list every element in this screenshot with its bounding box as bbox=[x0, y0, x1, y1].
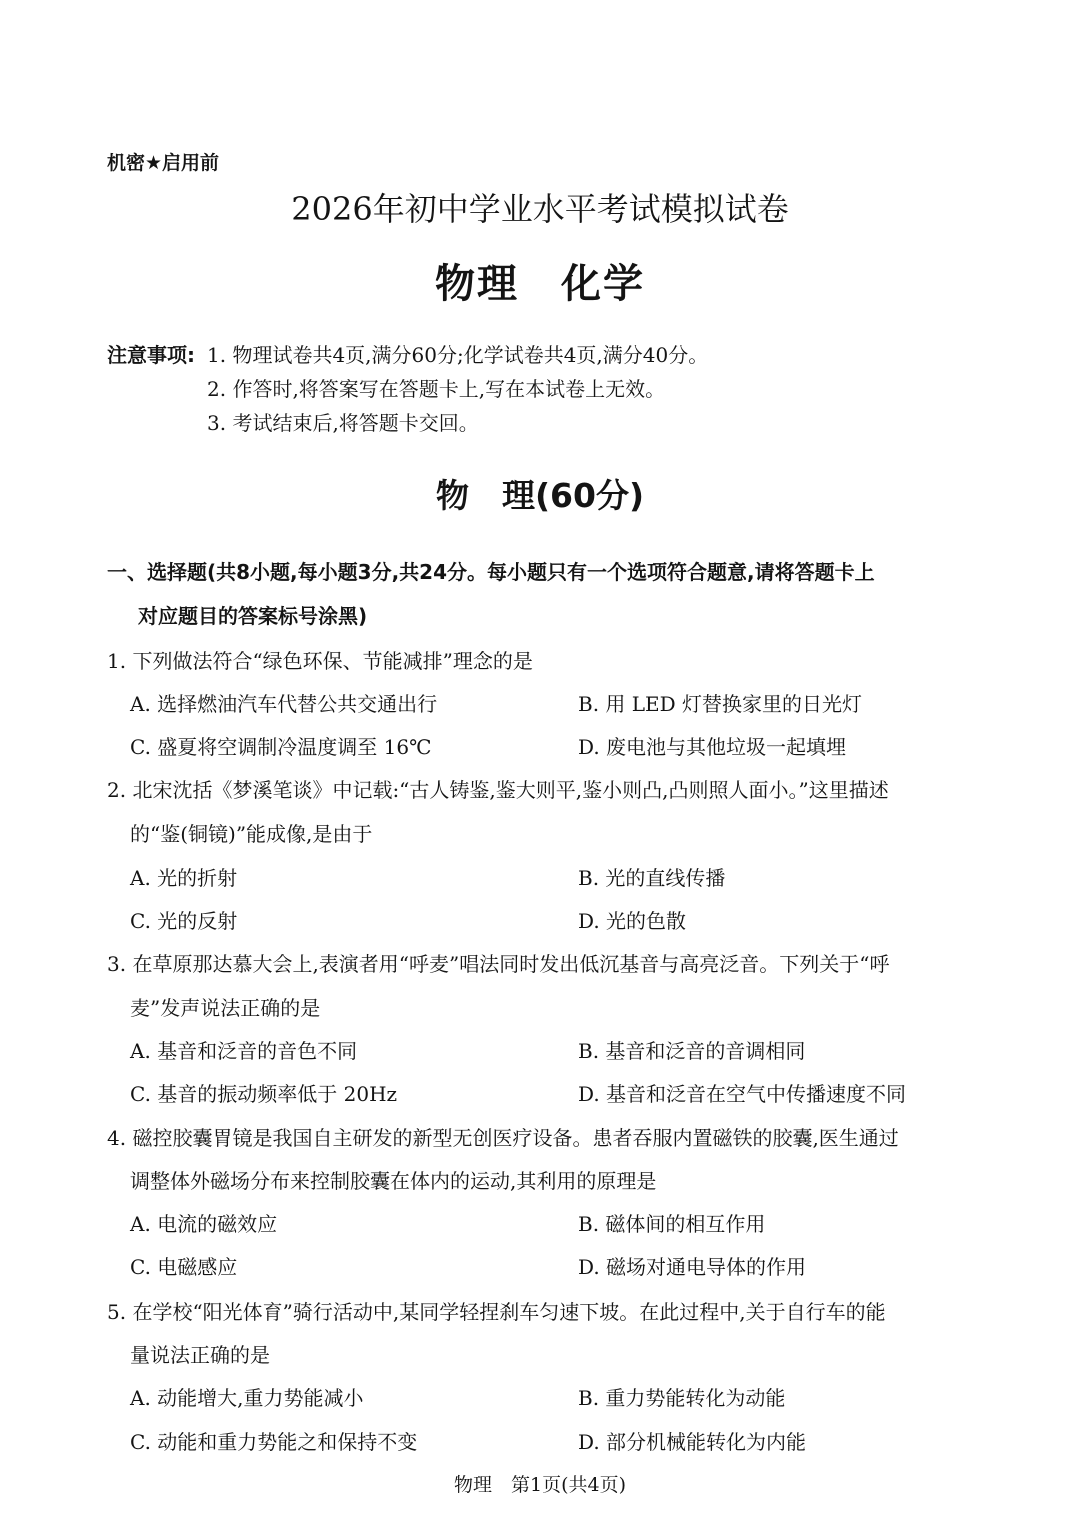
question-1-option-b: B. 用 LED 灯替换家里的日光灯 bbox=[578, 692, 863, 716]
part-heading-cont: 对应题目的答案标号涂黑) bbox=[138, 604, 368, 628]
question-3-stem-cont: 麦”发声说法正确的是 bbox=[130, 996, 321, 1020]
question-1-option-d: D. 废电池与其他垃圾一起填埋 bbox=[578, 735, 847, 759]
question-4-option-d: D. 磁场对通电导体的作用 bbox=[578, 1255, 807, 1279]
notice-item-3: 3. 考试结束后,将答题卡交回。 bbox=[207, 411, 479, 435]
question-2-option-c: C. 光的反射 bbox=[130, 909, 238, 933]
question-3-option-a: A. 基音和泛音的音色不同 bbox=[130, 1039, 358, 1063]
question-5-option-a: A. 动能增大,重力势能减小 bbox=[130, 1386, 364, 1410]
confidential-label: 机密★启用前 bbox=[107, 152, 220, 174]
notice-item-2: 2. 作答时,将答案写在答题卡上,写在本试卷上无效。 bbox=[207, 377, 666, 401]
question-5-option-c: C. 动能和重力势能之和保持不变 bbox=[130, 1430, 418, 1454]
question-1-option-c: C. 盛夏将空调制冷温度调至 16℃ bbox=[130, 735, 432, 759]
question-4-stem: 4. 磁控胶囊胃镜是我国自主研发的新型无创医疗设备。患者吞服内置磁铁的胶囊,医生通过 bbox=[107, 1126, 899, 1150]
question-5-stem: 5. 在学校“阳光体育”骑行活动中,某同学轻捏刹车匀速下坡。在此过程中,关于自行车的能 bbox=[107, 1300, 886, 1324]
question-2-option-a: A. 光的折射 bbox=[130, 866, 238, 890]
subject-title: 物理 化学 bbox=[435, 261, 645, 307]
question-4-stem-cont: 调整体外磁场分布来控制胶囊在体内的运动,其利用的原理是 bbox=[130, 1169, 657, 1193]
question-4-option-a: A. 电流的磁效应 bbox=[130, 1212, 278, 1236]
question-5-option-b: B. 重力势能转化为动能 bbox=[578, 1386, 786, 1410]
question-2-stem-cont: 的“鉴(铜镜)”能成像,是由于 bbox=[130, 822, 373, 846]
page-footer: 物理 第1页(共4页) bbox=[453, 1474, 626, 1496]
notice-item-1: 1. 物理试卷共4页,满分60分;化学试卷共4页,满分40分。 bbox=[207, 343, 709, 367]
question-2-option-d: D. 光的色散 bbox=[578, 909, 687, 933]
question-5-stem-cont: 量说法正确的是 bbox=[130, 1343, 270, 1367]
question-3-option-b: B. 基音和泛音的音调相同 bbox=[578, 1039, 806, 1063]
question-2-stem: 2. 北宋沈括《梦溪笔谈》中记载:“古人铸鉴,鉴大则平,鉴小则凸,凸则照人面小。”这里描述 bbox=[107, 778, 889, 802]
question-1-option-a: A. 选择燃油汽车代替公共交通出行 bbox=[130, 692, 438, 716]
notice-label: 注意事项: bbox=[107, 343, 195, 367]
section-title: 物 理(60分) bbox=[435, 476, 645, 515]
question-4-option-c: C. 电磁感应 bbox=[130, 1255, 238, 1279]
question-5-option-d: D. 部分机械能转化为内能 bbox=[578, 1430, 807, 1454]
part-heading: 一、选择题(共8小题,每小题3分,共24分。每小题只有一个选项符合题意,请将答题卡上 bbox=[107, 560, 875, 584]
question-3-option-c: C. 基音的振动频率低于 20Hz bbox=[130, 1082, 398, 1106]
question-2-option-b: B. 光的直线传播 bbox=[578, 866, 726, 890]
question-4-option-b: B. 磁体间的相互作用 bbox=[578, 1212, 766, 1236]
question-3-stem: 3. 在草原那达慕大会上,表演者用“呼麦”唱法同时发出低沉基音与高亮泛音。下列关于“呼 bbox=[107, 952, 890, 976]
question-3-option-d: D. 基音和泛音在空气中传播速度不同 bbox=[578, 1082, 907, 1106]
exam-title: 2026年初中学业水平考试模拟试卷 bbox=[291, 190, 789, 228]
question-1-stem: 1. 下列做法符合“绿色环保、节能减排”理念的是 bbox=[107, 649, 533, 673]
